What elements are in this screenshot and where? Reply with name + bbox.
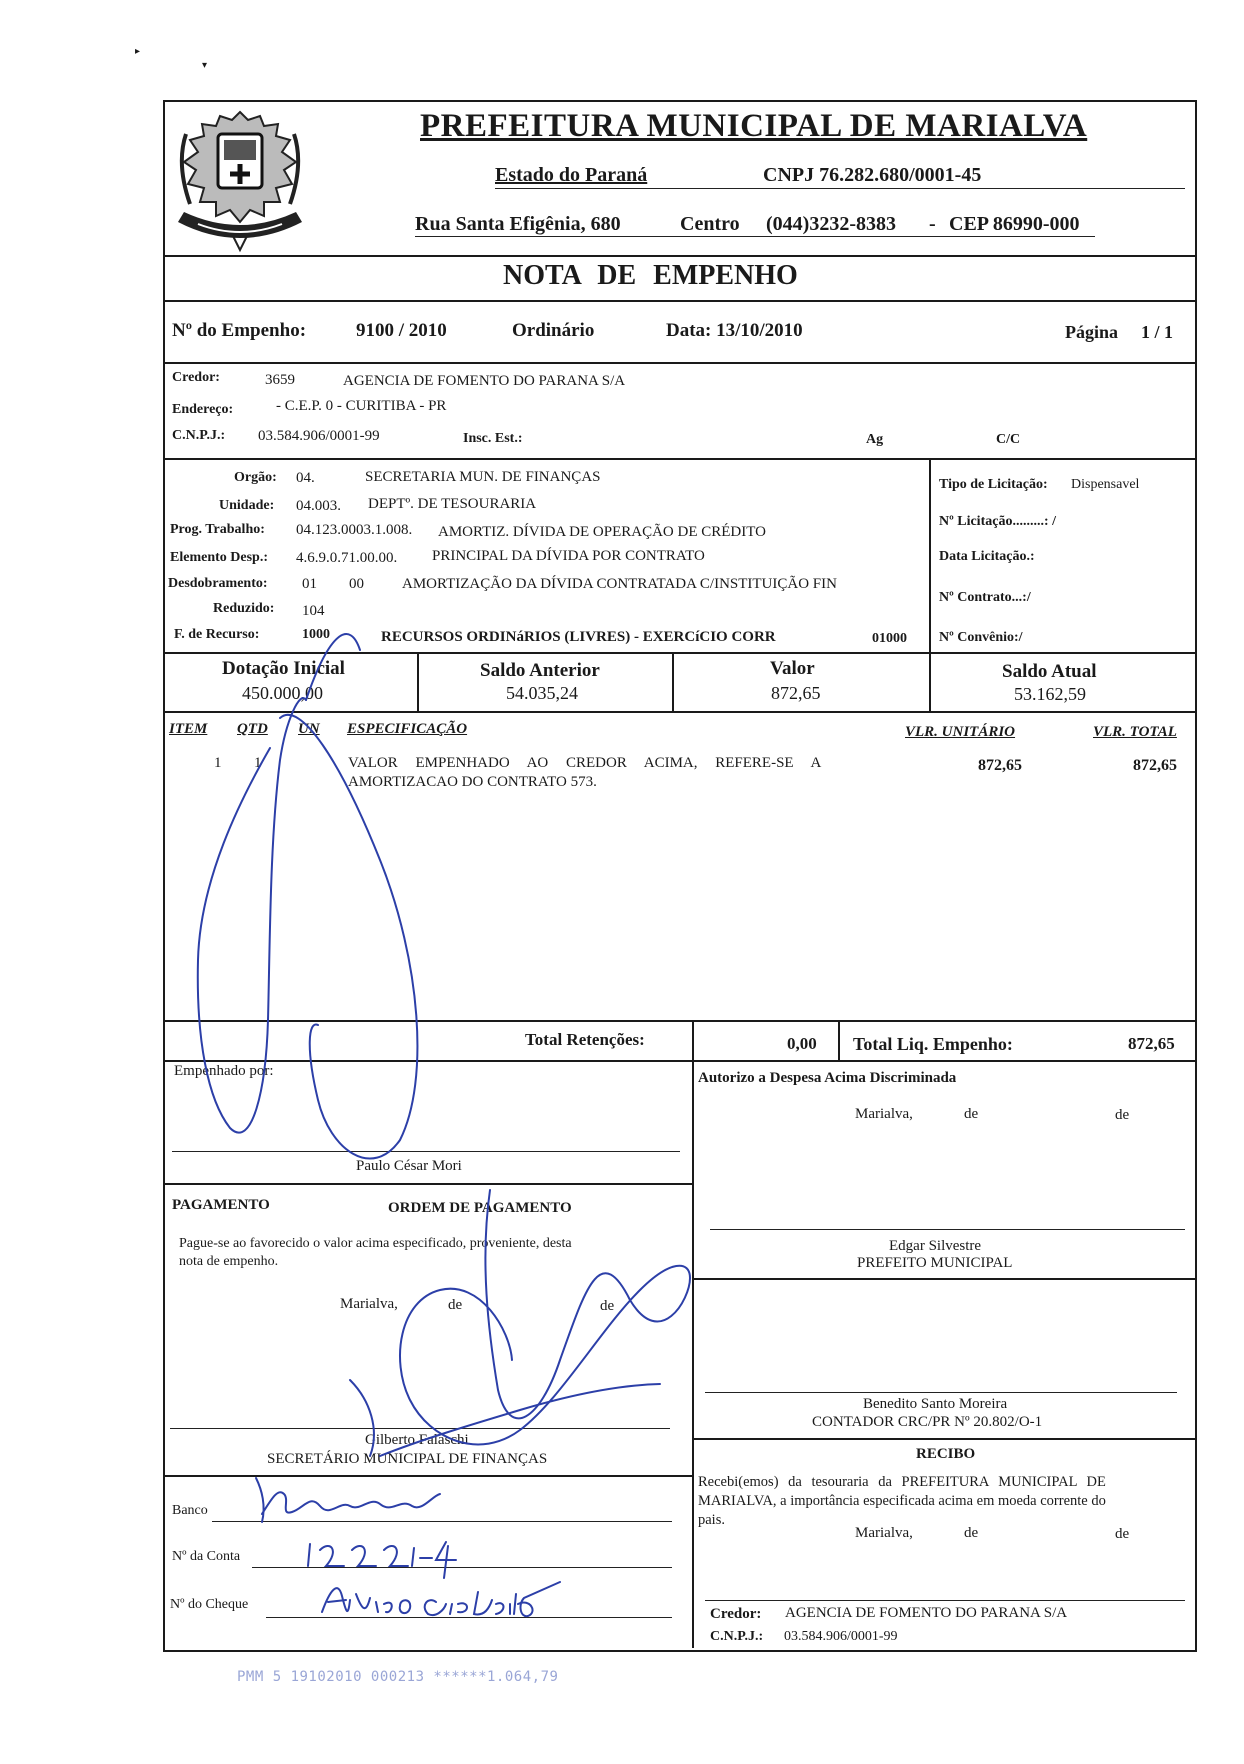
secretario-role: SECRETÁRIO MUNICIPAL DE FINANÇAS [267,1451,548,1467]
orgao-name: SECRETARIA MUN. DE FINANÇAS [365,469,601,485]
insc-label: Insc. Est.: [463,431,523,446]
tipo-licitacao-value: Dispensavel [1071,477,1140,492]
unidade-code: 04.003. [296,498,341,514]
pagamento-de1: de [448,1297,463,1313]
header-district: Centro [680,213,740,235]
recibo-text-line2: MARIALVA, a importância especificada acima em moeda corrente do [698,1493,1106,1509]
recurso-code: 1000 [302,627,330,642]
divider [672,652,674,711]
row-total: 872,65 [1133,757,1177,774]
divider [163,1060,1195,1062]
pagamento-text-line2: nota de empenho. [179,1254,279,1269]
credor-cnpj: 03.584.906/0001-99 [258,428,380,444]
saldo-atual-value: 53.162,59 [1014,684,1086,704]
recibo-text-line3: pais. [698,1512,725,1528]
divider [929,458,931,652]
autorizo-de2: de [1115,1107,1130,1123]
empenho-number: 9100 / 2010 [356,320,447,341]
unidade-name: DEPTº. DE TESOURARIA [368,496,537,512]
recibo-credor-name: AGENCIA DE FOMENTO DO PARANA S/A [785,1605,1068,1621]
saldo-anterior-value: 54.035,24 [506,683,578,703]
page-number: 1 / 1 [1141,322,1174,342]
row-item: 1 [214,755,222,771]
divider [163,711,1195,713]
credor-label: Credor: [172,370,220,385]
row-unit: 872,65 [978,757,1022,774]
reduzido-label: Reduzido: [213,601,275,616]
cc-label: C/C [996,432,1021,447]
orgao-label: Orgão: [234,470,277,485]
divider [692,1020,694,1060]
signature-line [710,1229,1185,1230]
recurso-code2: 01000 [872,631,907,646]
autorizo-de1: de [964,1106,979,1122]
desdobramento-name: AMORTIZAÇÃO DA DÍVIDA CONTRATADA C/INSTITUIÇÃO FIN [402,576,837,592]
header-cep: CEP 86990-000 [949,213,1080,235]
signature-line [705,1600,1185,1601]
banco-label: Banco [172,1503,208,1518]
municipal-coat-of-arms-icon [168,104,313,254]
recibo-cnpj: 03.584.906/0001-99 [784,1629,898,1644]
desdobramento-label: Desdobramento: [168,576,268,591]
header-underline [415,236,1095,237]
row-qtd: 1 [254,755,262,771]
divider [417,652,419,711]
contador-name: Benedito Santo Moreira [863,1396,1008,1412]
unidade-label: Unidade: [219,498,275,513]
divider [929,652,931,711]
signature-line [172,1151,680,1152]
col-vlr-unitario: VLR. UNITÁRIO [905,724,1016,740]
signature-line [170,1428,670,1429]
contrato-label: Nº Contrato...:/ [939,590,1031,605]
valor-label: Valor [770,658,815,679]
credor-name: AGENCIA DE FOMENTO DO PARANA S/A [343,373,626,389]
signature-line [705,1392,1177,1393]
prefeito-name: Edgar Silvestre [889,1238,982,1254]
recurso-name: RECURSOS ORDINáRIOS (LIVRES) - EXERCíCIO CORR [381,629,776,645]
header-dash: - [929,213,936,235]
header-phone: (044)3232-8383 [766,213,896,235]
divider [163,1183,693,1185]
valor-value: 872,65 [771,683,821,703]
prog-name: AMORTIZ. DÍVIDA DE OPERAÇÃO DE CRÉDITO [438,524,766,540]
pagamento-text-line1: Pague-se ao favorecido o valor acima especificado, proveniente, desta [179,1236,572,1251]
header-underline [495,188,1185,189]
divider [163,300,1195,302]
divider [163,1475,693,1477]
page-label: Página [1065,322,1119,342]
autorizo-label: Autorizo a Despesa Acima Discriminada [698,1070,957,1086]
divider [838,1020,840,1060]
scan-mark: ▸ [135,46,141,57]
address-label: Endereço: [172,402,234,417]
dotacao-value: 450.000,00 [242,683,323,703]
col-especificacao: ESPECIFICAÇÃO [347,721,468,737]
col-un: UN [298,721,320,737]
header-cnpj: CNPJ 76.282.680/0001-45 [763,164,982,186]
recibo-de1: de [964,1525,979,1541]
empenho-type: Ordinário [512,320,595,341]
empenho-date: Data: 13/10/2010 [666,320,803,341]
divider [163,652,1195,654]
saldo-atual-label: Saldo Atual [1002,661,1097,682]
divider [163,1020,1195,1022]
col-vlr-total: VLR. TOTAL [1093,724,1177,740]
recibo-text-line1: Recebi(emos) da tesouraria da PREFEITURA MUNICIPAL DE [698,1474,1106,1490]
pagamento-place: Marialva, [340,1296,398,1312]
header-state: Estado do Paraná [495,164,648,186]
prefeito-role: PREFEITO MUNICIPAL [857,1255,1013,1271]
divider [163,255,1195,257]
divider [692,1060,694,1648]
pagamento-label: PAGAMENTO [172,1197,270,1213]
autorizo-place: Marialva, [855,1106,913,1122]
convenio-label: Nº Convênio:/ [939,630,1023,645]
credor-code: 3659 [265,372,295,388]
document-title: NOTA DE EMPENHO [503,260,798,291]
row-spec-line2: AMORTIZACAO DO CONTRATO 573. [348,774,597,790]
reduzido-value: 104 [302,603,325,619]
divider [163,458,1195,460]
secretario-name: Gilberto Falaschi [365,1432,469,1448]
recibo-credor-label: Credor: [710,1606,762,1622]
empenhado-name: Paulo César Mori [356,1158,462,1174]
liquido-label: Total Liq. Empenho: [853,1034,1013,1054]
divider [163,362,1195,364]
cnpj-label: C.N.P.J.: [172,428,226,443]
dotacao-label: Dotação Inicial [222,658,345,679]
empenhado-label: Empenhado por: [174,1063,274,1079]
divider [692,1438,1195,1440]
prog-code: 04.123.0003.1.008. [296,522,413,538]
recurso-label: F. de Recurso: [174,627,260,642]
ordem-pagamento-label: ORDEM DE PAGAMENTO [388,1200,572,1216]
header-street: Rua Santa Efigênia, 680 [415,213,621,235]
conta-label: Nº da Conta [172,1549,241,1564]
recibo-place: Marialva, [855,1525,913,1541]
elemento-name: PRINCIPAL DA DÍVIDA POR CONTRATO [432,548,705,564]
col-qtd: QTD [237,721,268,737]
retencoes-label: Total Retenções: [525,1030,645,1049]
ag-label: Ag [866,432,884,447]
scan-mark: ▾ [202,60,208,71]
desdobramento-code2: 00 [349,576,364,592]
orgao-code: 04. [296,470,315,486]
empenho-label: Nº do Empenho: [172,320,307,341]
col-item: ITEM [169,721,208,737]
recibo-de2: de [1115,1526,1130,1542]
cheque-label: Nº do Cheque [170,1597,249,1612]
desdobramento-code1: 01 [302,576,317,592]
prog-label: Prog. Trabalho: [170,522,265,537]
contador-role: CONTADOR CRC/PR Nº 20.802/O-1 [812,1414,1043,1430]
saldo-anterior-label: Saldo Anterior [480,660,600,681]
tipo-licitacao-label: Tipo de Licitação: [939,477,1048,492]
elemento-label: Elemento Desp.: [170,550,268,565]
retencoes-value: 0,00 [787,1034,817,1053]
elemento-code: 4.6.9.0.71.00.00. [296,550,398,566]
numero-licitacao-label: Nº Licitação.........: / [939,514,1056,529]
credor-address: - C.E.P. 0 - CURITIBA - PR [276,398,447,414]
liquido-value: 872,65 [1128,1034,1175,1053]
recibo-cnpj-label: C.N.P.J.: [710,1629,764,1644]
cash-register-stamp: PMM 5 19102010 000213 ******1.064,79 [237,1669,559,1685]
header-title: PREFEITURA MUNICIPAL DE MARIALVA [420,108,1088,144]
recibo-label: RECIBO [916,1446,976,1462]
pagamento-de2: de [600,1298,615,1314]
row-spec-line1: VALOR EMPENHADO AO CREDOR ACIMA, REFERE-SE A [348,755,822,771]
divider [692,1278,1195,1280]
data-licitacao-label: Data Licitação.: [939,549,1035,564]
